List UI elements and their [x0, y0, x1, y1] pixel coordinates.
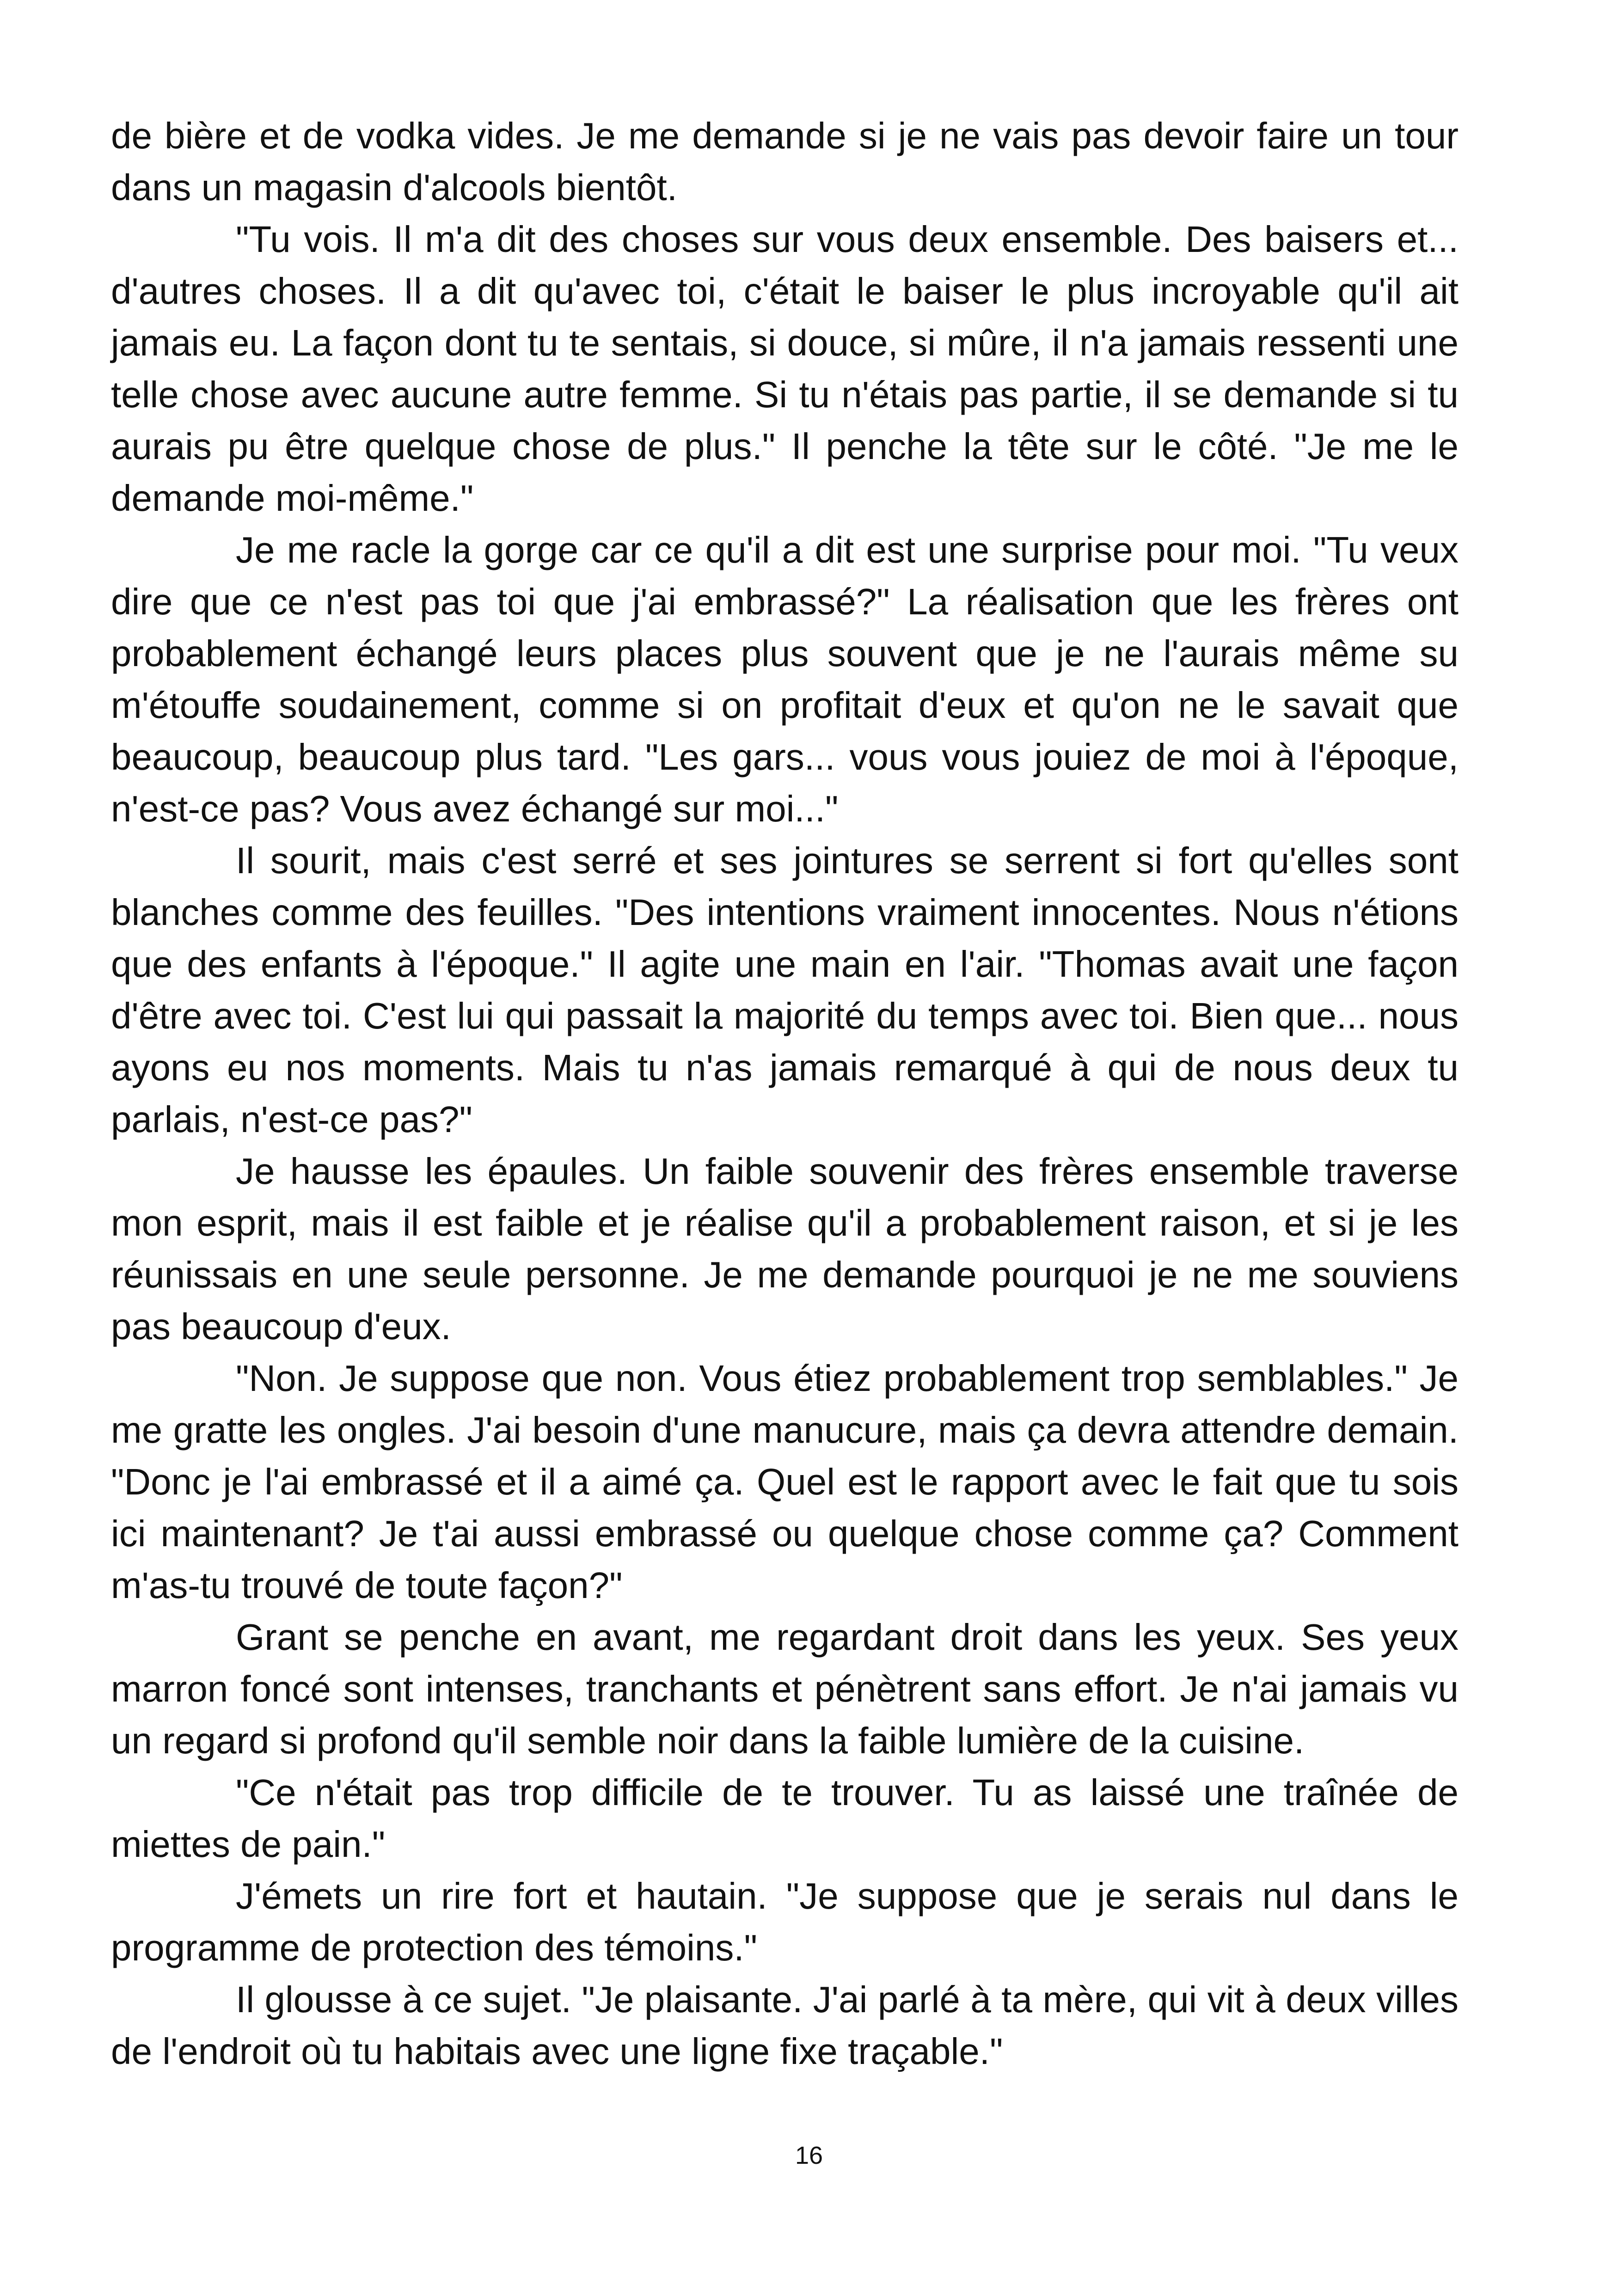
- paragraph: J'émets un rire fort et hautain. "Je suppose que je serais nul dans le programme de protection des témoins.": [111, 1875, 1459, 1968]
- paragraph: "Tu vois. Il m'a dit des choses sur vous deux ensemble. Des baisers et... d'autres choses. Il a dit qu'avec toi, c'était le baiser le plus incroyable qu'il ait jamais eu. La façon dont tu te sentais, si douce, si mûre, il n'a jamais ressenti une telle chose avec aucune autre femme. Si tu n'étais pas partie, il se demande si tu aurais pu être quelque chose de plus." Il penche la tête sur le côté. "Je me le demande moi-même.": [111, 219, 1459, 519]
- paragraph-continuation: de bière et de vodka vides. Je me demande si je ne vais pas devoir faire un tour dans un magasin d'alcools bientôt.: [111, 115, 1459, 208]
- paragraph: "Non. Je suppose que non. Vous étiez probablement trop semblables." Je me gratte les ongles. J'ai besoin d'une manucure, mais ça devra attendre demain. "Donc je l'ai embrassé et il a aimé ça. Quel est le rapport avec le fait que tu sois ici maintenant? Je t'ai aussi embrassé ou quelque chose comme ça? Comment m'as-tu trouvé de toute façon?": [111, 1358, 1459, 1606]
- paragraph: Il sourit, mais c'est serré et ses jointures se serrent si fort qu'elles sont blanches comme des feuilles. "Des intentions vraiment innocentes. Nous n'étions que des enfants à l'époque." Il agite une main en l'air. "Thomas avait une façon d'être avec toi. C'est lui qui passait la majorité du temps avec toi. Bien que... nous ayons eu nos moments. Mais tu n'as jamais remarqué à qui de nous deux tu parlais, n'est-ce pas?": [111, 840, 1459, 1140]
- paragraph: Je hausse les épaules. Un faible souvenir des frères ensemble traverse mon esprit, mais il est faible et je réalise qu'il a probablement raison, et si je les réunissais en une seule personne. Je me demande pourquoi je ne me souviens pas beaucoup d'eux.: [111, 1151, 1459, 1347]
- body-text: [111, 110, 1459, 2077]
- paragraph: Je me racle la gorge car ce qu'il a dit est une surprise pour moi. "Tu veux dire que ce n'est pas toi que j'ai embrassé?" La réalisation que les frères ont probablement échangé leurs places plus souvent que je ne l'aurais même su m'étouffe soudainement, comme si on profitait d'eux et qu'on ne le savait que beaucoup, beaucoup plus tard. "Les gars... vous vous jouiez de moi à l'époque, n'est-ce pas? Vous avez échangé sur moi...": [111, 529, 1459, 829]
- page-number: 16: [795, 2142, 823, 2169]
- paragraph: Il glousse à ce sujet. "Je plaisante. J'ai parlé à ta mère, qui vit à deux villes de l'endroit où tu habitais avec une ligne fixe traçable.": [111, 1979, 1459, 2072]
- paragraph: Grant se penche en avant, me regardant droit dans les yeux. Ses yeux marron foncé sont intenses, tranchants et pénètrent sans effort. Je n'ai jamais vu un regard si profond qu'il semble noir dans la faible lumière de la cuisine.: [111, 1616, 1459, 1761]
- paragraph: "Ce n'était pas trop difficile de te trouver. Tu as laissé une traînée de miettes de pain.": [111, 1772, 1459, 1865]
